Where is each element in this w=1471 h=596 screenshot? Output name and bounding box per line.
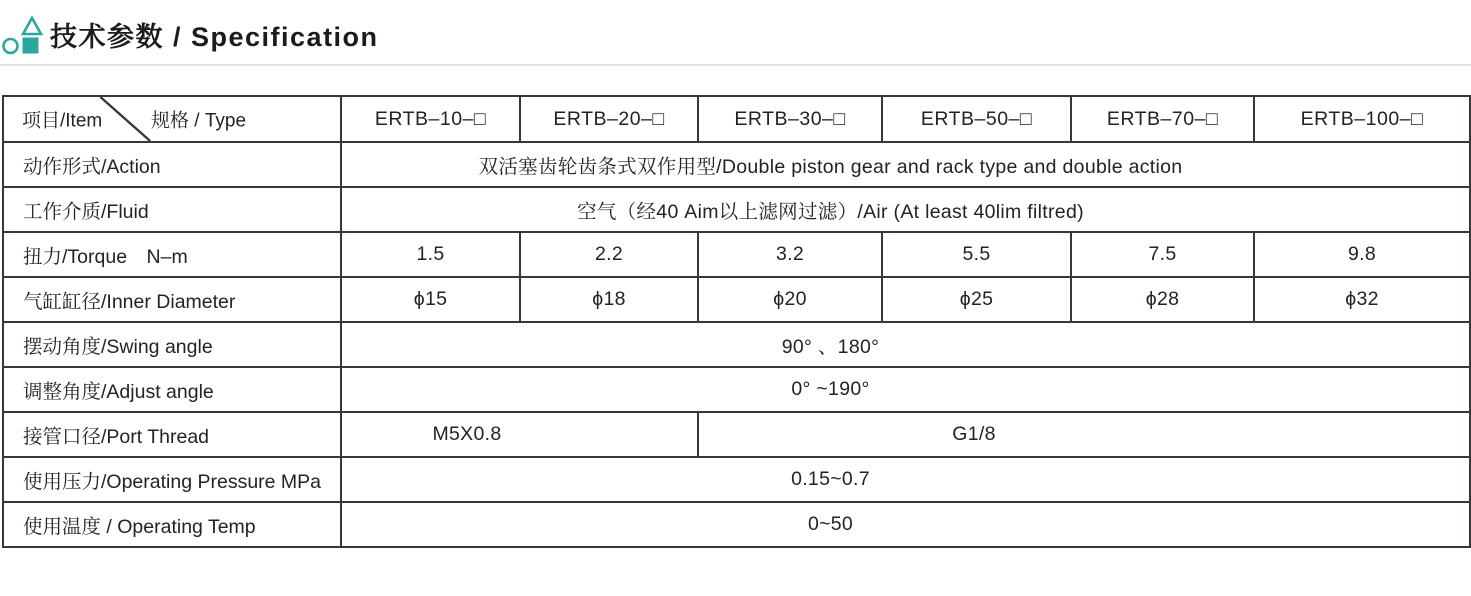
row-port-thread bbox=[3, 412, 1470, 457]
row-label-port-thread: 接管口径/Port Thread bbox=[3, 412, 341, 457]
value-torque-4: 5.5 bbox=[882, 232, 1071, 277]
row-torque bbox=[3, 232, 1470, 277]
value-torque-6: 9.8 bbox=[1254, 232, 1470, 277]
corner-cell bbox=[3, 96, 341, 142]
shapes-logo-icon bbox=[1, 13, 43, 57]
page-title: 技术参数 / Specification bbox=[50, 22, 379, 52]
title-divider bbox=[0, 64, 1471, 66]
row-swing-angle bbox=[3, 322, 1470, 367]
value-port-thread-large: G1/8 bbox=[698, 412, 1470, 457]
value-torque-5: 7.5 bbox=[1071, 232, 1254, 277]
row-fluid bbox=[3, 187, 1470, 232]
value-diameter-4: ϕ25 bbox=[882, 277, 1071, 322]
value-diameter-2: ϕ18 bbox=[520, 277, 698, 322]
spec-table bbox=[2, 95, 1471, 548]
corner-type-label: 规格 / Type bbox=[151, 110, 247, 132]
value-fluid: 空气（经40 Aim以上滤网过滤）/Air (At least 40lim filtred) bbox=[341, 187, 1470, 232]
column-header-ertb-30: ERTB–30–□ bbox=[698, 96, 882, 142]
row-operating-pressure bbox=[3, 457, 1470, 502]
row-label-swing-angle: 摆动角度/Swing angle bbox=[3, 322, 341, 367]
value-operating-pressure: 0.15~0.7 bbox=[341, 457, 1470, 502]
value-torque-3: 3.2 bbox=[698, 232, 882, 277]
value-diameter-3: ϕ20 bbox=[698, 277, 882, 322]
row-inner-diameter bbox=[3, 277, 1470, 322]
row-label-operating-temp: 使用温度 / Operating Temp bbox=[3, 502, 341, 547]
row-label-adjust-angle: 调整角度/Adjust angle bbox=[3, 367, 341, 412]
value-operating-temp: 0~50 bbox=[341, 502, 1470, 547]
column-header-ertb-70: ERTB–70–□ bbox=[1071, 96, 1254, 142]
value-port-thread-small: M5X0.8 bbox=[341, 412, 698, 457]
row-operating-temp bbox=[3, 502, 1470, 547]
column-header-ertb-10: ERTB–10–□ bbox=[341, 96, 520, 142]
value-torque-1: 1.5 bbox=[341, 232, 520, 277]
row-label-torque: 扭力/Torque N–m bbox=[3, 232, 341, 277]
value-torque-2: 2.2 bbox=[520, 232, 698, 277]
value-diameter-6: ϕ32 bbox=[1254, 277, 1470, 322]
row-label-action: 动作形式/Action bbox=[3, 142, 341, 187]
title-row bbox=[0, 0, 1471, 58]
value-diameter-5: ϕ28 bbox=[1071, 277, 1254, 322]
row-action bbox=[3, 142, 1470, 187]
value-adjust-angle: 0° ~190° bbox=[341, 367, 1470, 412]
row-label-inner-diameter: 气缸缸径/Inner Diameter bbox=[3, 277, 341, 322]
column-header-ertb-50: ERTB–50–□ bbox=[882, 96, 1071, 142]
value-action: 双活塞齿轮齿条式双作用型/Double piston gear and rack type and double action bbox=[341, 142, 1470, 187]
row-label-fluid: 工作介质/Fluid bbox=[3, 187, 341, 232]
value-swing-angle: 90° 、180° bbox=[341, 322, 1470, 367]
value-diameter-1: ϕ15 bbox=[341, 277, 520, 322]
row-adjust-angle bbox=[3, 367, 1470, 412]
corner-item-label: 项目/Item bbox=[22, 110, 103, 132]
column-header-ertb-20: ERTB–20–□ bbox=[520, 96, 698, 142]
header-row bbox=[3, 96, 1470, 142]
column-header-ertb-100: ERTB–100–□ bbox=[1254, 96, 1470, 142]
row-label-operating-pressure: 使用压力/Operating Pressure MPa bbox=[3, 457, 341, 502]
